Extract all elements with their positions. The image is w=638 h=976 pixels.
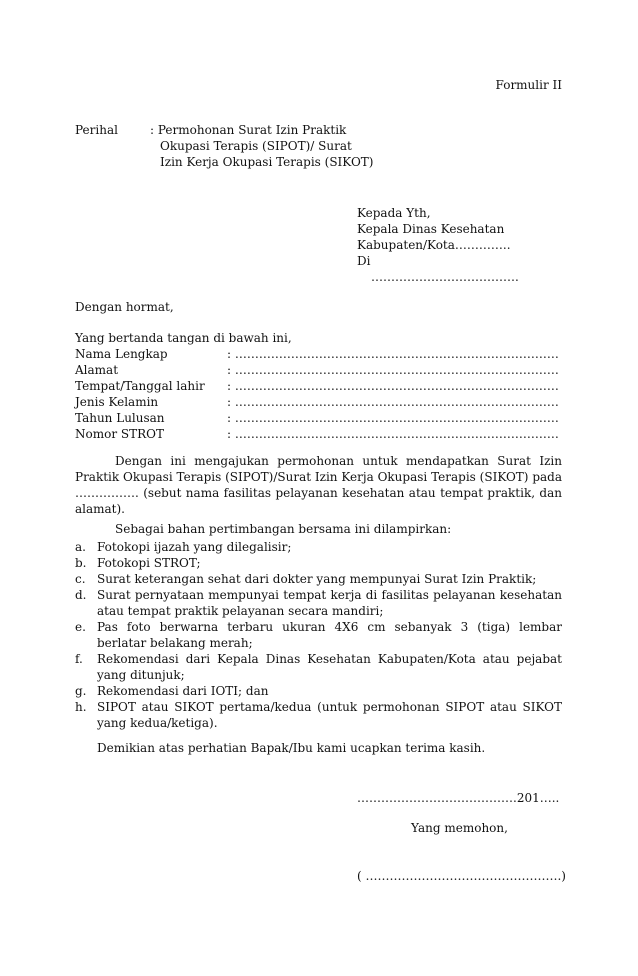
undersigned-intro: Yang bertanda tangan di bawah ini,	[75, 331, 292, 345]
list-marker: g.	[75, 684, 87, 698]
field-value: : ………………………………………………………………………	[227, 379, 559, 393]
list-text: Fotokopi STROT;	[97, 556, 201, 570]
subject-text	[150, 122, 450, 170]
field-row	[75, 394, 565, 410]
form-number: Formulir II	[495, 78, 562, 92]
field-label: Tempat/Tanggal lahir	[75, 379, 205, 393]
field-value: : ………………………………………………………………………	[227, 363, 559, 377]
date-line: ………………………………….201…..	[357, 791, 560, 805]
addressee-line-5: ……………………………….	[371, 270, 519, 284]
attachments-intro: Sebagai bahan pertimbangan bersama ini dilampirkan:	[115, 522, 452, 536]
applicant-fields	[75, 346, 565, 442]
list-item	[75, 683, 562, 699]
subject-line-1: : Permohonan Surat Izin Praktik	[150, 123, 347, 137]
attachments-list	[75, 539, 562, 731]
field-row	[75, 426, 565, 442]
field-label: Nama Lengkap	[75, 347, 168, 361]
field-value: : ………………………………………………………………………	[227, 427, 559, 441]
field-row	[75, 346, 565, 362]
list-marker: d.	[75, 588, 87, 602]
addressee-line-4: Di	[357, 254, 371, 268]
list-item	[75, 587, 562, 619]
list-item	[75, 651, 562, 683]
list-marker: b.	[75, 556, 87, 570]
list-marker: h.	[75, 700, 87, 714]
addressee-line-3: Kabupaten/Kota…………..	[357, 238, 511, 252]
list-marker: e.	[75, 620, 86, 634]
list-item	[75, 571, 562, 587]
list-marker: a.	[75, 540, 86, 554]
applicant-label: Yang memohon,	[411, 821, 508, 835]
addressee-line-2: Kepala Dinas Kesehatan	[357, 222, 505, 236]
list-marker: c.	[75, 572, 86, 586]
field-label: Nomor STROT	[75, 427, 164, 441]
field-label: Alamat	[75, 363, 119, 377]
list-item	[75, 699, 562, 731]
list-text: Pas foto berwarna terbaru ukuran 4X6 cm sebanyak 3 (tiga) lembar berlatar belakang merah;	[97, 620, 562, 650]
signature-line: ( ………………………………………….)	[357, 869, 566, 883]
request-paragraph: Dengan ini mengajukan permohonan untuk mendapatkan Surat Izin Praktik Okupasi Terapis (SIPOT)/Surat Izin Kerja Okupasi Terapis (SIKOT) pada ……………. (sebut nama fasilitas pelayanan kesehatan atau tempat praktik, dan alamat).	[75, 454, 562, 516]
list-text: Rekomendasi dari Kepala Dinas Kesehatan Kabupaten/Kota atau pejabat yang ditunjuk;	[97, 652, 562, 682]
field-value: : ………………………………………………………………………	[227, 411, 559, 425]
subject-label: Perihal	[75, 123, 118, 137]
field-row	[75, 362, 565, 378]
field-value: : ………………………………………………………………………	[227, 395, 559, 409]
field-label: Tahun Lulusan	[75, 411, 165, 425]
list-item	[75, 619, 562, 651]
list-item	[75, 555, 562, 571]
list-text: Rekomendasi dari IOTI; dan	[97, 684, 269, 698]
field-label: Jenis Kelamin	[75, 395, 159, 409]
closing-statement: Demikian atas perhatian Bapak/Ibu kami ucapkan terima kasih.	[97, 741, 486, 755]
list-item	[75, 539, 562, 555]
field-value: : ………………………………………………………………………	[227, 347, 559, 361]
list-marker: f.	[75, 652, 83, 666]
field-row	[75, 410, 565, 426]
subject-line-2: Okupasi Terapis (SIPOT)/ Surat	[160, 139, 352, 153]
addressee-block	[357, 205, 519, 285]
list-text: Surat keterangan sehat dari dokter yang mempunyai Surat Izin Praktik;	[97, 572, 537, 586]
addressee-line-1: Kepada Yth,	[357, 206, 431, 220]
list-text: Fotokopi ijazah yang dilegalisir;	[97, 540, 292, 554]
greeting: Dengan hormat,	[75, 300, 174, 314]
list-text: Surat pernyataan mempunyai tempat kerja di fasilitas pelayanan kesehatan atau tempat praktik pelayanan secara mandiri;	[97, 588, 562, 618]
subject-line-3: Izin Kerja Okupasi Terapis (SIKOT)	[160, 155, 374, 169]
field-row	[75, 378, 565, 394]
list-text: SIPOT atau SIKOT pertama/kedua (untuk permohonan SIPOT atau SIKOT yang kedua/ketiga).	[97, 700, 562, 730]
